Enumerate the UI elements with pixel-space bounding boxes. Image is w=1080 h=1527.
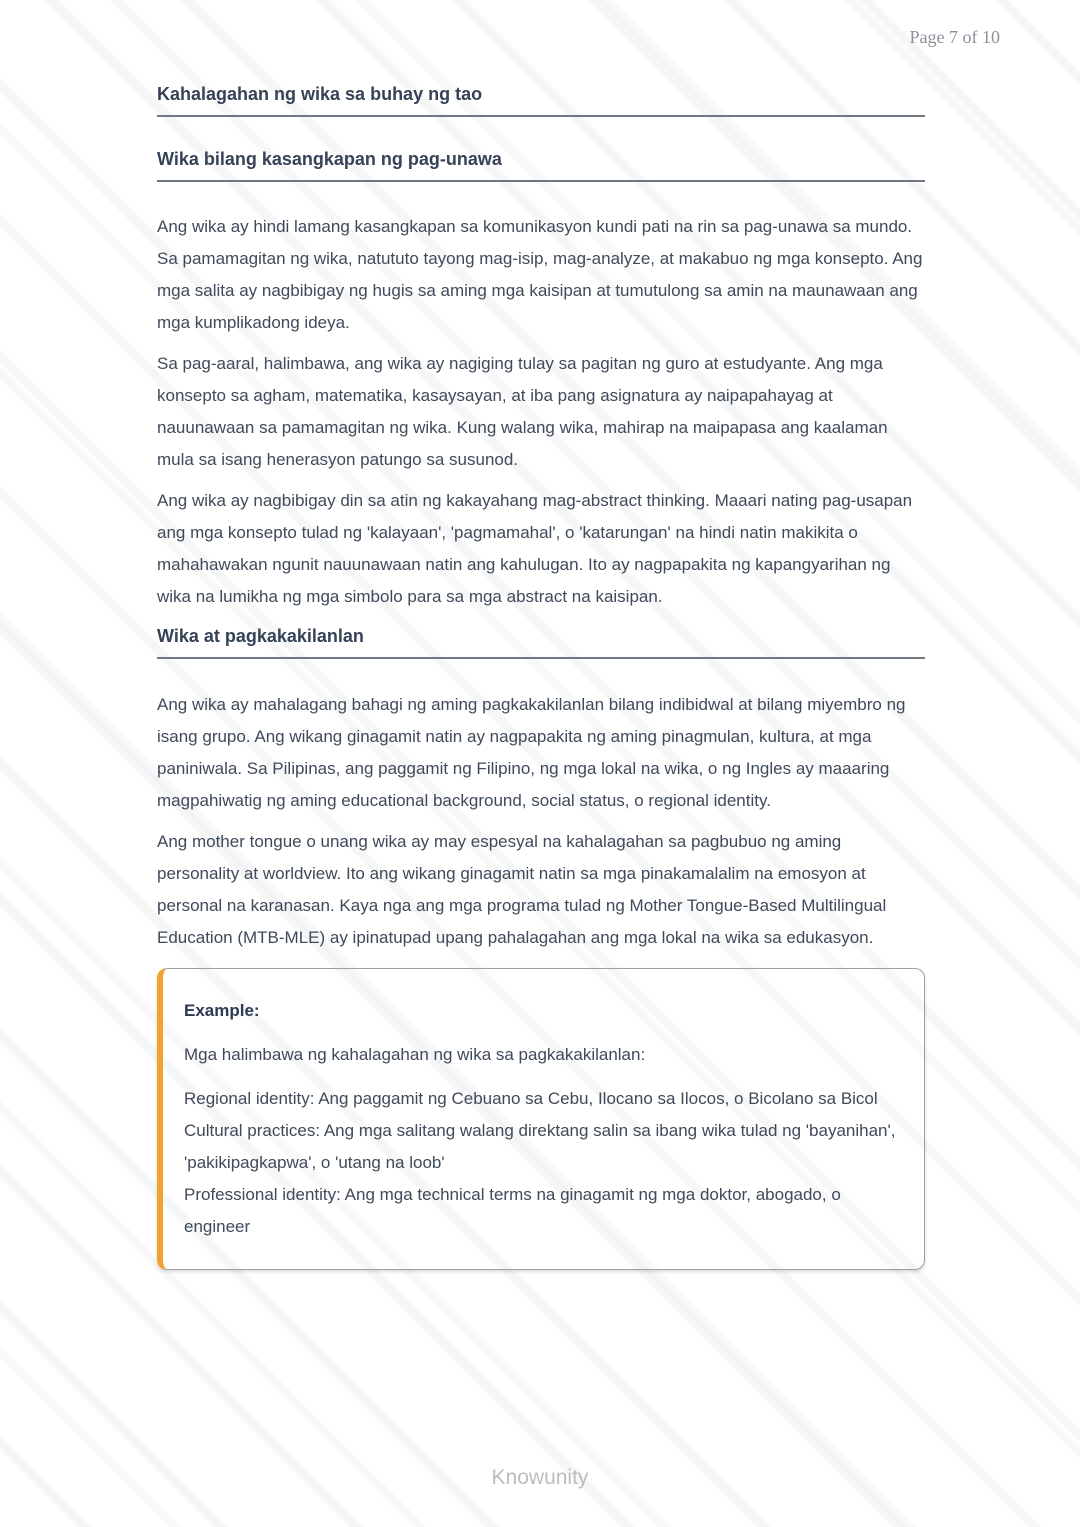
example-item: Cultural practices: Ang mga salitang walang direktang salin sa ibang wika tulad ng 'bayanihan', 'pakikipagkapwa', o 'utang na loob' [184, 1121, 896, 1172]
paragraph: Ang wika ay nagbibigay din sa atin ng kakayahang mag-abstract thinking. Maaari nating pag-usapan ang mga konsepto tulad ng 'kalayaan', 'pagmamahal', o 'katarungan' na hindi natin makikita o mahahawakan ngunit nauunawaan natin ang kahulugan. Ito ay nagpapakita ng kapangyarihan ng wika na lumikha ng mga simbolo para sa mga abstract na kaisipan. [157, 491, 913, 606]
example-label: Example: [184, 1001, 260, 1020]
paragraph: Ang wika ay mahalagang bahagi ng aming pagkakakilanlan bilang indibidwal at bilang miyembro ng isang grupo. Ang wikang ginagamit natin ay nagpapakita ng aming pinagmulan, kultura, at mga paniniwala. Sa Pilipinas, ang paggamit ng Filipino, ng mga lokal na wika, o ng Ingles ay maaaring magpahiwatig ng aming educational background, social status, o regional identity. [157, 695, 906, 810]
paragraph: Ang mother tongue o unang wika ay may espesyal na kahalagahan sa pagbubuo ng aming personality at worldview. Ito ang wikang ginagamit natin sa mga pinakamalalim na emosyon at personal na karanasan. Kaya nga ang mga programa tulad ng Mother Tongue-Based Multilingual Education (MTB-MLE) ay ipinatupad upang pahalagahan ang mga lokal na wika sa edukasyon. [157, 832, 887, 947]
document-title: Kahalagahan ng wika sa buhay ng tao [157, 83, 925, 117]
paragraph: Sa pag-aaral, halimbawa, ang wika ay nagiging tulay sa pagitan ng guro at estudyante. Ang mga konsepto sa agham, matematika, kasaysayan, at iba pang asignatura ay naipapahayag at nauunawaan sa pamamagitan ng wika. Kung walang wika, mahirap na maipapasa ang kaalaman mula sa isang henerasyon patungo sa susunod. [157, 354, 888, 469]
page-indicator: Page 7 of 10 [909, 27, 1000, 47]
example-item: Regional identity: Ang paggamit ng Cebuano sa Cebu, Ilocano sa Ilocos, o Bicolano sa Bicol [184, 1089, 878, 1108]
section-heading-pagkakakilanlan: Wika at pagkakakilanlan [157, 625, 925, 659]
paragraph: Ang wika ay hindi lamang kasangkapan sa komunikasyon kundi pati na rin sa pag-unawa sa mundo. Sa pamamagitan ng wika, natututo tayong mag-isip, mag-analyze, at makabuo ng mga konsepto. Ang mga salita ay nagbibigay ng hugis sa aming mga kaisipan at tumutulong sa amin na maunawaan ang mga kumplikadong ideya. [157, 217, 923, 332]
document-content [157, 0, 925, 1270]
section-heading-pag-unawa: Wika bilang kasangkapan ng pag-unawa [157, 148, 925, 182]
example-item-list [184, 1083, 900, 1243]
footer-brand: Knowunity [491, 1466, 589, 1489]
example-item: Professional identity: Ang mga technical terms na ginagamit ng mga doktor, abogado, o engineer [184, 1185, 841, 1236]
example-box [157, 968, 925, 1270]
example-intro: Mga halimbawa ng kahalagahan ng wika sa pagkakakilanlan: [184, 1045, 646, 1064]
